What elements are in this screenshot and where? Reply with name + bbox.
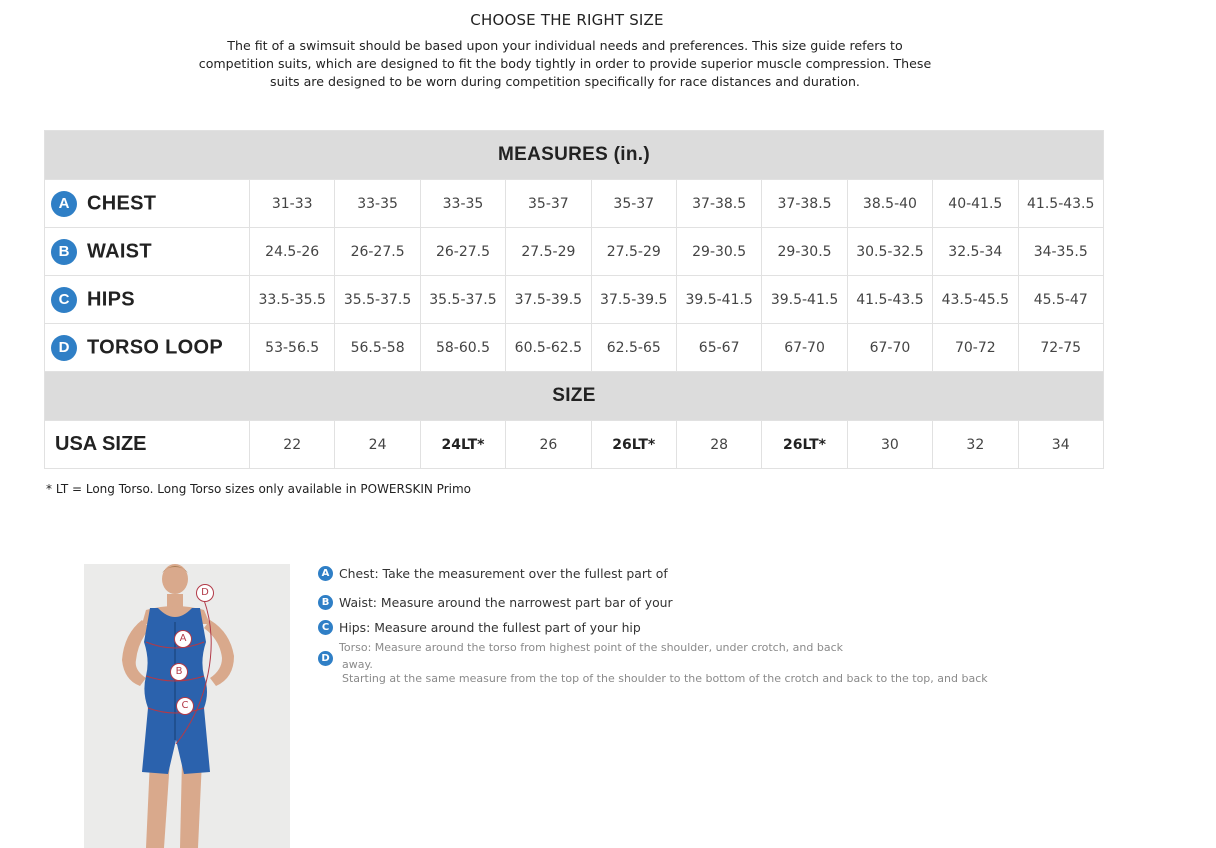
table-cell: 39.5-41.5	[762, 276, 847, 324]
page-title: CHOOSE THE RIGHT SIZE	[470, 11, 664, 29]
table-cell: 29-30.5	[676, 228, 761, 276]
marker-c-icon: C	[176, 697, 194, 715]
table-cell: 32.5-34	[933, 228, 1018, 276]
size-cell: 22	[250, 421, 335, 469]
size-cell: 28	[676, 421, 761, 469]
table-cell: 35-37	[506, 180, 591, 228]
size-heading: SIZE	[45, 372, 1104, 421]
size-cell: 32	[933, 421, 1018, 469]
intro-paragraph	[180, 37, 950, 91]
size-cell: 24LT*	[420, 421, 505, 469]
size-cell: 34	[1018, 421, 1103, 469]
faint-instruction-line: Starting at the same measure from the top of the shoulder to the bottom of the crotch and back to the top, and back	[342, 672, 988, 685]
table-cell: 37.5-39.5	[591, 276, 676, 324]
table-cell: 37-38.5	[676, 180, 761, 228]
table-cell: 31-33	[250, 180, 335, 228]
size-cell: 24	[335, 421, 420, 469]
letter-c-icon: C	[51, 287, 77, 313]
row-label-hips: C HIPS	[45, 276, 250, 324]
intro-line: suits are designed to be worn during competition specifically for race distances and duration.	[270, 74, 860, 89]
letter-d-icon: D	[318, 651, 333, 666]
table-cell: 45.5-47	[1018, 276, 1103, 324]
table-cell: 67-70	[847, 324, 932, 372]
size-cell: 26LT*	[591, 421, 676, 469]
size-chart-table	[44, 130, 1104, 469]
table-row-waist	[45, 228, 1104, 276]
table-cell: 56.5-58	[335, 324, 420, 372]
table-cell: 58-60.5	[420, 324, 505, 372]
table-cell: 35.5-37.5	[335, 276, 420, 324]
table-cell: 43.5-45.5	[933, 276, 1018, 324]
marker-a-icon: A	[174, 630, 192, 648]
list-item: B Waist: Measure around the narrowest part bar of your	[318, 594, 673, 610]
letter-b-icon: B	[51, 239, 77, 265]
table-cell: 41.5-43.5	[1018, 180, 1103, 228]
measures-header-row	[45, 131, 1104, 180]
table-cell: 60.5-62.5	[506, 324, 591, 372]
size-cell: 26LT*	[762, 421, 847, 469]
list-item: A Chest: Take the measurement over the fullest part of	[318, 565, 668, 581]
marker-b-icon: B	[170, 663, 188, 681]
table-cell: 34-35.5	[1018, 228, 1103, 276]
table-cell: 33.5-35.5	[250, 276, 335, 324]
intro-line: The fit of a swimsuit should be based upon your individual needs and preferences. This size guide refers to	[227, 38, 903, 53]
table-cell: 37-38.5	[762, 180, 847, 228]
usa-size-label: USA SIZE	[45, 421, 250, 469]
table-cell: 33-35	[420, 180, 505, 228]
marker-d-icon: D	[196, 584, 214, 602]
table-cell: 67-70	[762, 324, 847, 372]
row-label-waist: B WAIST	[45, 228, 250, 276]
table-cell: 37.5-39.5	[506, 276, 591, 324]
table-cell: 26-27.5	[335, 228, 420, 276]
table-cell: 62.5-65	[591, 324, 676, 372]
size-cell: 26	[506, 421, 591, 469]
table-row-torso	[45, 324, 1104, 372]
letter-c-icon: C	[318, 620, 333, 635]
table-cell: 29-30.5	[762, 228, 847, 276]
table-cell: 65-67	[676, 324, 761, 372]
table-cell: 35.5-37.5	[420, 276, 505, 324]
table-cell: 41.5-43.5	[847, 276, 932, 324]
row-label-torso: D TORSO LOOP	[45, 324, 250, 372]
table-cell: 38.5-40	[847, 180, 932, 228]
letter-a-icon: A	[51, 191, 77, 217]
table-cell: 53-56.5	[250, 324, 335, 372]
footnote: * LT = Long Torso. Long Torso sizes only available in POWERSKIN Primo	[46, 482, 471, 496]
table-cell: 70-72	[933, 324, 1018, 372]
size-header-row	[45, 372, 1104, 421]
table-cell: 35-37	[591, 180, 676, 228]
table-cell: 27.5-29	[591, 228, 676, 276]
table-row-hips	[45, 276, 1104, 324]
table-cell: 33-35	[335, 180, 420, 228]
table-row-usa-size	[45, 421, 1104, 469]
letter-b-icon: B	[318, 595, 333, 610]
table-cell: 40-41.5	[933, 180, 1018, 228]
table-cell: 39.5-41.5	[676, 276, 761, 324]
table-cell: 30.5-32.5	[847, 228, 932, 276]
table-row-chest	[45, 180, 1104, 228]
list-item: DTorso: Measure around the torso from highest point of the shoulder, under crotch, and back	[318, 641, 843, 666]
list-item: C Hips: Measure around the fullest part of your hip	[318, 619, 641, 635]
measures-heading: MEASURES (in.)	[45, 131, 1104, 180]
table-cell: 26-27.5	[420, 228, 505, 276]
table-cell: 24.5-26	[250, 228, 335, 276]
measurement-figure	[84, 564, 290, 848]
size-cell: 30	[847, 421, 932, 469]
intro-line: competition suits, which are designed to fit the body tightly in order to provide superior muscle compression. These	[198, 56, 932, 71]
table-cell: 72-75	[1018, 324, 1103, 372]
letter-a-icon: A	[318, 566, 333, 581]
faint-instruction-line: away.	[342, 658, 373, 671]
row-label-chest: A CHEST	[45, 180, 250, 228]
letter-d-icon: D	[51, 335, 77, 361]
table-cell: 27.5-29	[506, 228, 591, 276]
